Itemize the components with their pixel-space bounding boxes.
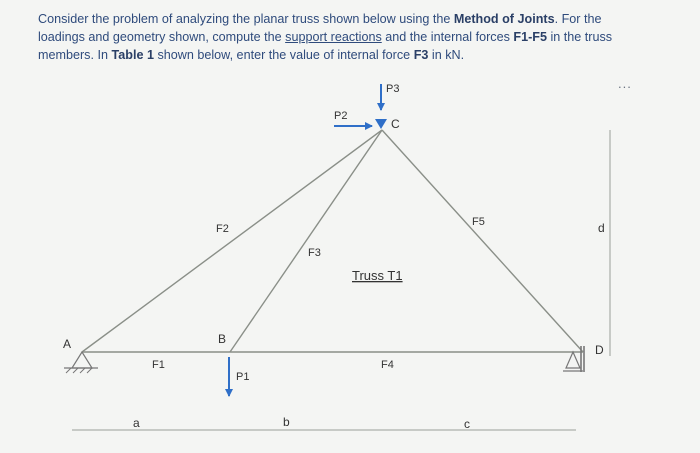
question-emphasis: Method of Joints	[453, 12, 555, 26]
question-emphasis: F3	[413, 48, 429, 62]
member-f3-label: F3	[308, 247, 321, 259]
dimension-c-label: c	[464, 417, 470, 431]
member-f1-label: F1	[152, 359, 165, 371]
member-f3	[230, 130, 382, 352]
question-emphasis: Table 1	[111, 48, 154, 62]
more-options-icon[interactable]: ...	[618, 76, 632, 91]
question-part: and the internal forces	[381, 30, 514, 44]
member-f5-label: F5	[472, 216, 485, 228]
joint-d-label: D	[595, 343, 604, 357]
member-f4-label: F4	[381, 359, 394, 371]
joint-c-marker	[375, 119, 387, 129]
question-part: . For the loadings and geometry shown, compute the	[38, 12, 602, 44]
dimension-a-label: a	[133, 416, 140, 430]
question-part: in kN.	[428, 48, 465, 62]
joint-b-label: B	[218, 332, 227, 346]
joint-c-label: C	[391, 117, 400, 131]
member-f2	[82, 130, 382, 352]
load-p2-label: P2	[334, 110, 348, 122]
pin-support-a	[64, 352, 98, 373]
member-f2-label: F2	[216, 223, 229, 235]
question-emphasis: F1-F5	[513, 30, 547, 44]
load-p3-label: P3	[386, 83, 400, 95]
joint-a-label: A	[63, 337, 72, 351]
truss-title: Truss T1	[352, 268, 403, 283]
question-part: in the truss members. In	[38, 30, 613, 62]
roller-support-d	[563, 346, 584, 372]
dimension-b-label: b	[283, 415, 290, 429]
member-f5	[382, 130, 583, 352]
load-p1-label: P1	[236, 371, 250, 383]
question-part: shown below, enter the value of internal force	[153, 48, 414, 62]
question-part: Consider the problem of analyzing the planar truss shown below using the	[38, 12, 454, 26]
support-reactions-link[interactable]: support reactions	[285, 30, 382, 44]
dimension-d-label: d	[598, 221, 605, 235]
